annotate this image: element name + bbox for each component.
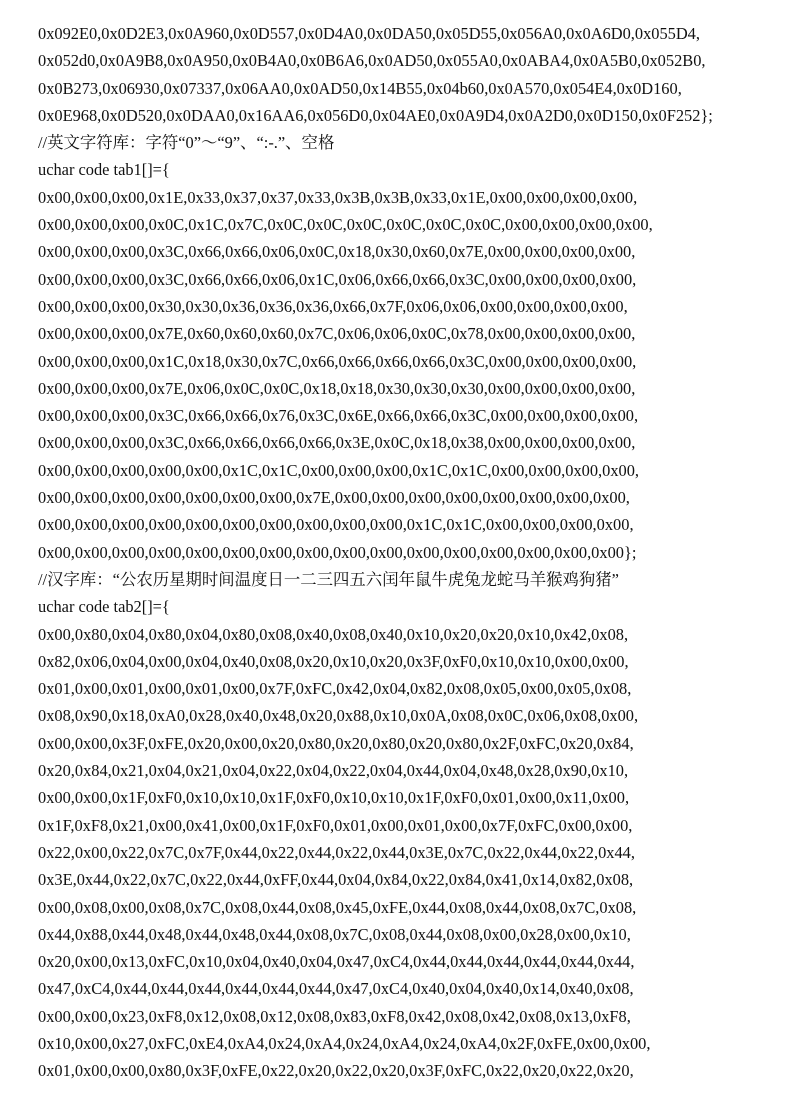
hex-data-line: 0x00,0x00,0x00,0x00,0x00,0x00,0x00,0x00,0x00,0x00,0x00,0x00,0x00,0x00,0x00,0x00}; — [38, 542, 637, 562]
hex-data-line: 0x00,0x00,0x23,0xF8,0x12,0x08,0x12,0x08,0x83,0xF8,0x42,0x08,0x42,0x08,0x13,0xF8, — [38, 1006, 631, 1026]
code-comment-line: //英文字符库：字符“0”～“9”、“:-.”、空格 — [38, 133, 335, 153]
hex-data-line: 0x00,0x00,0x00,0x00,0x00,0x1C,0x1C,0x00,0x00,0x00,0x1C,0x1C,0x00,0x00,0x00,0x00, — [38, 460, 640, 480]
hex-data-line: 0x00,0x00,0x00,0x0C,0x1C,0x7C,0x0C,0x0C,0x0C,0x0C,0x0C,0x0C,0x00,0x00,0x00,0x00, — [38, 215, 653, 235]
hex-data-line: 0x092E0,0x0D2E3,0x0A960,0x0D557,0x0D4A0,0x0DA50,0x05D55,0x056A0,0x0A6D0,0x055D4, — [38, 24, 700, 43]
hex-data-line: 0x00,0x00,0x1F,0xF0,0x10,0x10,0x1F,0xF0,0x10,0x10,0x1F,0xF0,0x01,0x00,0x11,0x00, — [38, 788, 630, 808]
hex-data-line: 0x3E,0x44,0x22,0x7C,0x22,0x44,0xFF,0x44,0x04,0x84,0x22,0x84,0x41,0x14,0x82,0x08, — [38, 870, 634, 890]
hex-data-line: 0x22,0x00,0x22,0x7C,0x7F,0x44,0x22,0x44,0x22,0x44,0x3E,0x7C,0x22,0x44,0x22,0x44, — [38, 842, 635, 862]
hex-data-line: 0x00,0x00,0x00,0x3C,0x66,0x66,0x76,0x3C,0x6E,0x66,0x66,0x3C,0x00,0x00,0x00,0x00, — [38, 406, 639, 426]
hex-data-line: 0x47,0xC4,0x44,0x44,0x44,0x44,0x44,0x44,0x47,0xC4,0x40,0x04,0x40,0x14,0x40,0x08, — [38, 979, 634, 999]
code-comment-line: //汉字库：“公农历星期时间温度日一二三四五六闰年鼠牛虎兔龙蛇马羊猴鸡狗猪” — [38, 569, 619, 589]
hex-data-line: 0x1F,0xF8,0x21,0x00,0x41,0x00,0x1F,0xF0,0x01,0x00,0x01,0x00,0x7F,0xFC,0x00,0x00, — [38, 815, 633, 835]
hex-data-line: 0x00,0x00,0x3F,0xFE,0x20,0x00,0x20,0x80,0x20,0x80,0x20,0x80,0x2F,0xFC,0x20,0x84, — [38, 733, 634, 753]
hex-data-line: 0x00,0x00,0x00,0x1C,0x18,0x30,0x7C,0x66,0x66,0x66,0x66,0x3C,0x00,0x00,0x00,0x00, — [38, 351, 637, 371]
hex-data-line: 0x08,0x90,0x18,0xA0,0x28,0x40,0x48,0x20,0x88,0x10,0x0A,0x08,0x0C,0x06,0x08,0x00, — [38, 706, 639, 726]
hex-data-line: 0x00,0x00,0x00,0x7E,0x06,0x0C,0x0C,0x18,0x18,0x30,0x30,0x30,0x00,0x00,0x00,0x00, — [38, 378, 636, 398]
hex-data-line: 0x44,0x88,0x44,0x48,0x44,0x48,0x44,0x08,0x7C,0x08,0x44,0x08,0x00,0x28,0x00,0x10, — [38, 924, 631, 944]
hex-data-line: 0x00,0x00,0x00,0x00,0x00,0x00,0x00,0x7E,0x00,0x00,0x00,0x00,0x00,0x00,0x00,0x00, — [38, 488, 630, 508]
hex-data-line: 0x00,0x00,0x00,0x3C,0x66,0x66,0x06,0x1C,0x06,0x66,0x66,0x3C,0x00,0x00,0x00,0x00, — [38, 269, 637, 289]
hex-data-line: 0x00,0x00,0x00,0x7E,0x60,0x60,0x60,0x7C,0x06,0x06,0x0C,0x78,0x00,0x00,0x00,0x00, — [38, 324, 636, 344]
hex-data-line: 0x00,0x00,0x00,0x1E,0x33,0x37,0x37,0x33,0x3B,0x3B,0x33,0x1E,0x00,0x00,0x00,0x00, — [38, 187, 638, 207]
hex-data-line: 0x20,0x00,0x13,0xFC,0x10,0x04,0x40,0x04,0x47,0xC4,0x44,0x44,0x44,0x44,0x44,0x44, — [38, 952, 635, 972]
hex-data-line: 0x00,0x08,0x00,0x08,0x7C,0x08,0x44,0x08,0x45,0xFE,0x44,0x08,0x44,0x08,0x7C,0x08, — [38, 897, 637, 917]
hex-data-line: 0x00,0x00,0x00,0x3C,0x66,0x66,0x06,0x0C,0x18,0x30,0x60,0x7E,0x00,0x00,0x00,0x00, — [38, 242, 636, 262]
array-declaration-line: uchar code tab1[]={ — [38, 160, 170, 180]
hex-data-line: 0x0E968,0x0D520,0x0DAA0,0x16AA6,0x056D0,0x04AE0,0x0A9D4,0x0A2D0,0x0D150,0x0F252}; — [38, 105, 713, 125]
hex-data-line: 0x00,0x00,0x00,0x30,0x30,0x36,0x36,0x36,0x66,0x7F,0x06,0x06,0x00,0x00,0x00,0x00, — [38, 296, 628, 316]
hex-data-line: 0x0B273,0x06930,0x07337,0x06AA0,0x0AD50,0x14B55,0x04b60,0x0A570,0x054E4,0x0D160, — [38, 78, 682, 98]
hex-data-line: 0x01,0x00,0x00,0x80,0x3F,0xFE,0x22,0x20,0x22,0x20,0x3F,0xFC,0x22,0x20,0x22,0x20, — [38, 1061, 634, 1081]
hex-data-line: 0x20,0x84,0x21,0x04,0x21,0x04,0x22,0x04,0x22,0x04,0x44,0x04,0x48,0x28,0x90,0x10, — [38, 761, 629, 781]
array-declaration-line: uchar code tab2[]={ — [38, 597, 170, 617]
hex-data-line: 0x82,0x06,0x04,0x00,0x04,0x40,0x08,0x20,0x10,0x20,0x3F,0xF0,0x10,0x10,0x00,0x00, — [38, 651, 629, 671]
hex-data-line: 0x052d0,0x0A9B8,0x0A950,0x0B4A0,0x0B6A6,0x0AD50,0x055A0,0x0ABA4,0x0A5B0,0x052B0, — [38, 51, 706, 71]
hex-data-line: 0x00,0x00,0x00,0x00,0x00,0x00,0x00,0x00,0x00,0x00,0x1C,0x1C,0x00,0x00,0x00,0x00, — [38, 515, 634, 535]
hex-data-line: 0x00,0x00,0x00,0x3C,0x66,0x66,0x66,0x66,0x3E,0x0C,0x18,0x38,0x00,0x00,0x00,0x00, — [38, 433, 636, 453]
hex-data-line: 0x10,0x00,0x27,0xFC,0xE4,0xA4,0x24,0xA4,0x24,0xA4,0x24,0xA4,0x2F,0xFE,0x00,0x00, — [38, 1033, 651, 1053]
hex-data-line: 0x01,0x00,0x01,0x00,0x01,0x00,0x7F,0xFC,0x42,0x04,0x82,0x08,0x05,0x00,0x05,0x08, — [38, 679, 632, 699]
hex-data-line: 0x00,0x80,0x04,0x80,0x04,0x80,0x08,0x40,0x08,0x40,0x10,0x20,0x20,0x10,0x42,0x08, — [38, 624, 629, 644]
code-listing — [38, 20, 765, 1085]
